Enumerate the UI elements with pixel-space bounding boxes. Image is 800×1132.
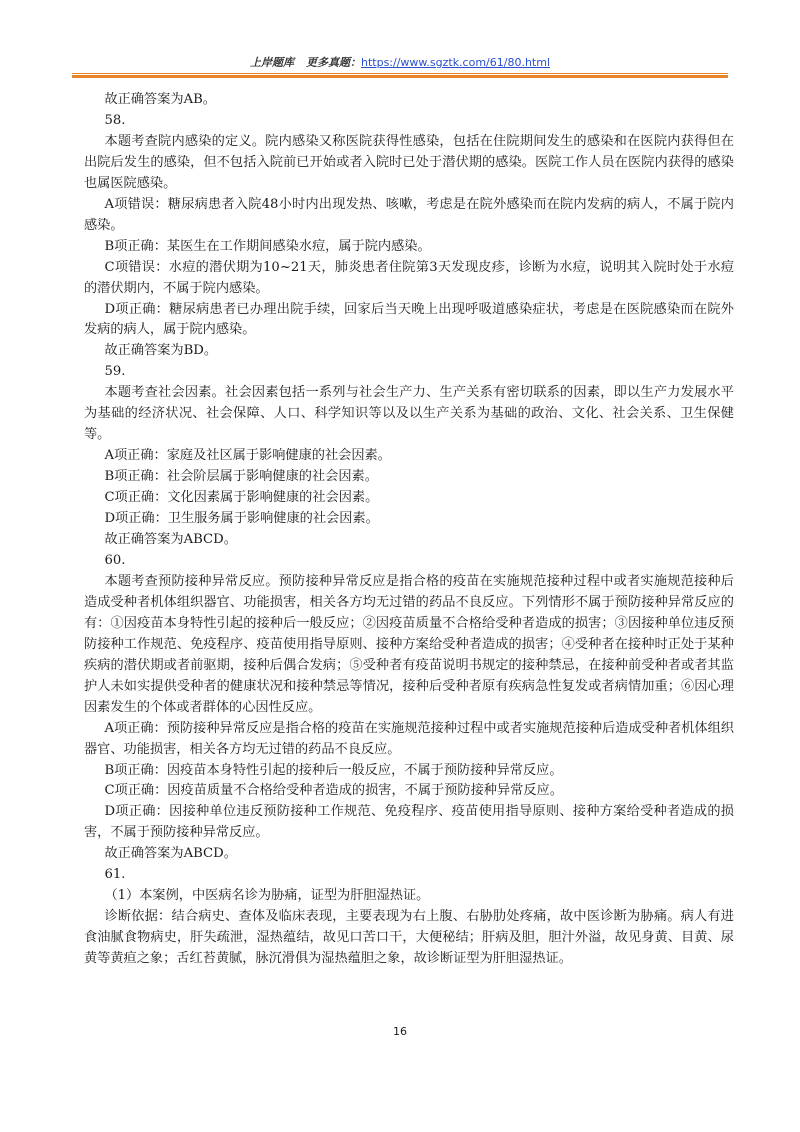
paragraph: A项正确：预防接种异常反应是指合格的疫苗在实施规范接种过程中或者实施规范接种后造成受种者机体组织器官、功能损害，相关各方均无过错的药品不良反应。 <box>84 720 734 757</box>
paragraph: 故正确答案为AB。 <box>104 92 216 107</box>
paragraph: D项正确：卫生服务属于影响健康的社会因素。 <box>104 511 379 527</box>
paragraph: 59. <box>104 364 126 380</box>
paragraph: D项正确：因接种单位违反预防接种工作规范、免疫程序、疫苗使用指导原则、接种方案给受种者造成的损害，不属于预防接种异常反应。 <box>84 804 734 841</box>
paragraph: B项正确：社会阶层属于影响健康的社会因素。 <box>104 469 378 485</box>
paragraph: A项正确：家庭及社区属于影响健康的社会因素。 <box>104 448 391 464</box>
paragraph: 故正确答案为ABCD。 <box>104 846 237 862</box>
paragraph: 60. <box>104 552 126 568</box>
paragraph: B项正确：因疫苗本身特性引起的接种后一般反应，不属于预防接种异常反应。 <box>104 762 563 778</box>
page-number: 16 <box>393 1025 407 1038</box>
paragraph: 故正确答案为BD。 <box>104 343 218 359</box>
header-library-name: 上岸题库 <box>249 56 294 69</box>
paragraph: B项正确：某医生在工作期间感染水痘，属于院内感染。 <box>104 238 431 254</box>
paragraph: 58. <box>104 112 126 128</box>
page-header <box>72 56 728 70</box>
paragraph: （1）本案例，中医病名诊为胁痛，证型为肝胆湿热证。 <box>104 888 430 904</box>
paragraph: 故正确答案为ABCD。 <box>104 532 237 548</box>
paragraph: 本题考查院内感染的定义。院内感染又称医院获得性感染，包括在住院期间发生的感染和在医院内获得但在出院后发生的感染，但不包括入院前已开始或者入院时已处于潜伏期的感染。医院工作人员在医院内获得的感染也属医院感染。 <box>84 133 734 191</box>
paragraph: C项错误：水痘的潜伏期为10~21天，肺炎患者住院第3天发现皮疹，诊断为水痘，说明其入院时处于水痘的潜伏期内，不属于院内感染。 <box>84 259 734 296</box>
header-more-label: 更多真题： <box>305 56 361 69</box>
header-url-link[interactable]: https://www.sgztk.com/61/80.html <box>360 56 551 69</box>
paragraph: D项正确：糖尿病患者已办理出院手续，回家后当天晚上出现呼吸道感染症状，考虑是在医院感染而在院外发病的病人，属于院内感染。 <box>84 301 734 338</box>
paragraph: 本题考查社会因素。社会因素包括一系列与社会生产力、生产关系有密切联系的因素，即以生产力发展水平为基础的经济状况、社会保障、人口、科学知识等以及以生产关系为基础的政治、文化、社会关系、卫生保健等。 <box>84 385 734 443</box>
paragraph: C项正确：文化因素属于影响健康的社会因素。 <box>104 490 379 506</box>
page-body <box>84 90 734 970</box>
paragraph: 本题考查预防接种异常反应。预防接种异常反应是指合格的疫苗在实施规范接种过程中或者实施规范接种后造成受种者机体组织器官、功能损害，相关各方均无过错的药品不良反应。下列情形不属于预防接种异常反应的有：①因疫苗本身特性引起的接种后一般反应；②因疫苗质量不合格给受种者造成的损害；③因接种单位违反预防接种工作规范、免疫程序、疫苗使用指导原则、接种方案给受种者造成的损害；④受种者在接种时正处于某种疾病的潜伏期或者前驱期，接种后偶合发病；⑤受种者有疫苗说明书规定的接种禁忌，在接种前受种者或者其监护人未如实提供受种者的健康状况和接种禁忌等情况，接种后受种者原有疾病急性复发或者病情加重；⑥因心理因素发生的个体或者群体的心因性反应。 <box>84 573 734 715</box>
header-divider <box>72 73 728 74</box>
paragraph: A项错误：糖尿病患者入院48小时内出现发热、咳嗽，考虑是在院外感染而在院内发病的病人，不属于院内感染。 <box>84 196 734 233</box>
paragraph: C项正确：因疫苗质量不合格给受种者造成的损害，不属于预防接种异常反应。 <box>104 783 563 799</box>
paragraph: 诊断依据：结合病史、查体及临床表现，主要表现为右上腹、右胁肋处疼痛，故中医诊断为胁痛。病人有进食油腻食物病史，肝失疏泄，湿热蕴结，故见口苦口干，大便秘结；肝病及胆，胆汁外溢，故见身黄、目黄、尿黄等黄疸之象；舌红苔黄腻，脉沉滑俱为湿热蕴胆之象，故诊断证型为肝胆湿热证。 <box>84 909 734 967</box>
paragraph: 61. <box>104 867 126 883</box>
header-divider-thick <box>72 75 728 78</box>
